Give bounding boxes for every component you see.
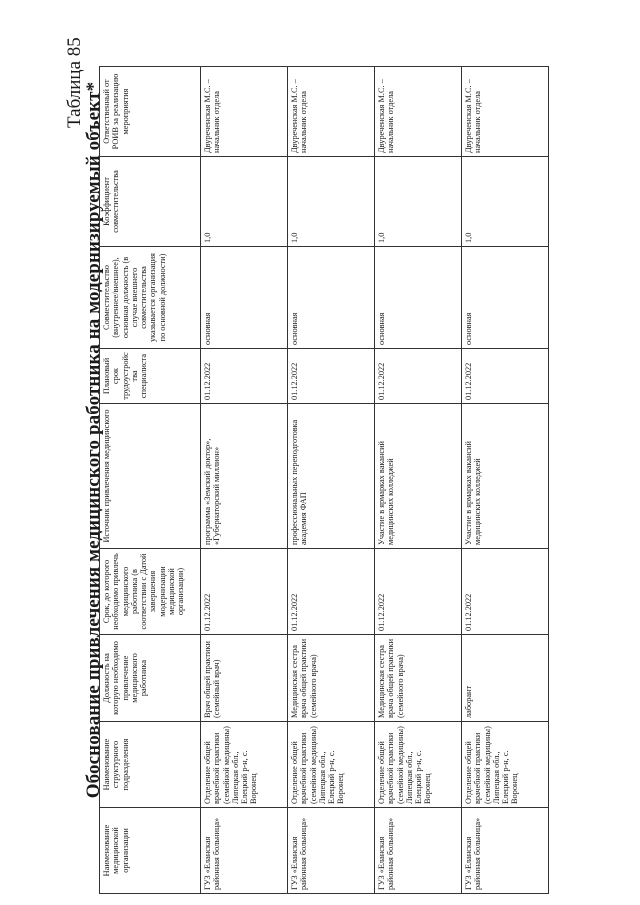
- table-row: [288, 67, 375, 894]
- cell-deadline: 01.12.2022: [462, 549, 549, 635]
- cell-organization: ГУЗ «Еланская районная больница»: [462, 808, 549, 894]
- cell-coefficient: 1,0: [288, 157, 375, 247]
- cell-responsible: Двуреченская М.С. – начальник отдела: [288, 67, 375, 157]
- cell-combination: основная: [462, 247, 549, 349]
- cell-source: профессиональных переподготовка академия ФАП: [288, 404, 375, 549]
- cell-position: Медицинская сестра врача общей практики (семейного врача): [375, 635, 462, 722]
- cell-unit: Отделение общей врачебной практики (семейной медицины) Липецкая обл., Елецкий р-н, с. Воронец: [462, 722, 549, 808]
- column-header-responsible: Ответственный от РОИВ за реализацию мероприятия: [100, 67, 201, 157]
- cell-planned-date: 01.12.2022: [201, 349, 288, 404]
- table-header-row: [100, 67, 201, 894]
- document-title: Обоснование привлечения медицинского работника на модернизируемый объект*: [83, 81, 104, 799]
- cell-position: Врач общей практики (семейный врач): [201, 635, 288, 722]
- cell-responsible: Двуреченская М.С. – начальник отдела: [375, 67, 462, 157]
- cell-unit: Отделение общей врачебной практики (семейной медицины) Липецкая обл., Елецкий р-н, с. Воронец: [375, 722, 462, 808]
- cell-unit: Отделение общей врачебной практики (семейной медицины) Липецкая обл., Елецкий р-н, с. Воронец: [288, 722, 375, 808]
- cell-source: Участие в ярмарках вакансий медицинских колледжей: [375, 404, 462, 549]
- cell-position: Медицинская сестра врача общей практики (семейного врача): [288, 635, 375, 722]
- column-header-deadline: Срок, до которого необходимо привлечь медицинского работника (в соответствии с Датой завершения модернизации медицинской организации): [100, 549, 201, 635]
- cell-deadline: 01.12.2022: [288, 549, 375, 635]
- cell-source: Участие в ярмарках вакансий медицинских колледжей: [462, 404, 549, 549]
- cell-coefficient: 1,0: [462, 157, 549, 247]
- cell-organization: ГУЗ «Еланская районная больница»: [201, 808, 288, 894]
- cell-deadline: 01.12.2022: [375, 549, 462, 635]
- column-header-position: Должность на которую необходимо привлечение медицинского работника: [100, 635, 201, 722]
- cell-source: программа «Земский доктор», «Губернаторский миллион»: [201, 404, 288, 549]
- cell-organization: ГУЗ «Еланская районная больница»: [288, 808, 375, 894]
- cell-combination: основная: [288, 247, 375, 349]
- column-header-source: Источник привлечения медицинского: [100, 404, 201, 549]
- table-row: [462, 67, 549, 894]
- column-header-coefficient: Коэффициент совместительства: [100, 157, 201, 247]
- cell-planned-date: 01.12.2022: [288, 349, 375, 404]
- cell-planned-date: 01.12.2022: [462, 349, 549, 404]
- column-header-unit: Наименование структурного подразделения: [100, 722, 201, 808]
- cell-unit: Отделение общей врачебной практики (семейной медицины) Липецкая обл., Елецкий р-н, с. Воронец: [201, 722, 288, 808]
- cell-responsible: Двуреченская М.С. – начальник отдела: [201, 67, 288, 157]
- cell-organization: ГУЗ «Еланская районная больница»: [375, 808, 462, 894]
- column-header-combination: Совместительство (внутреннее/внешнее), основная должность (в случае внешнего совместительства указывается организация по основной должности): [100, 247, 201, 349]
- cell-combination: основная: [201, 247, 288, 349]
- staffing-table: [99, 66, 549, 894]
- cell-coefficient: 1,0: [375, 157, 462, 247]
- cell-responsible: Двуреченская М.С. – начальник отдела: [462, 67, 549, 157]
- column-header-planned-date: Плановый срок трудоустройства специалиста: [100, 349, 201, 404]
- table-row: [201, 67, 288, 894]
- cell-deadline: 01.12.2022: [201, 549, 288, 635]
- column-header-organization: Наименование медицинской организации: [100, 808, 201, 894]
- cell-combination: основная: [375, 247, 462, 349]
- cell-coefficient: 1,0: [201, 157, 288, 247]
- table-row: [375, 67, 462, 894]
- table-number: Таблица 85: [64, 37, 85, 128]
- cell-position: лаборант: [462, 635, 549, 722]
- cell-planned-date: 01.12.2022: [375, 349, 462, 404]
